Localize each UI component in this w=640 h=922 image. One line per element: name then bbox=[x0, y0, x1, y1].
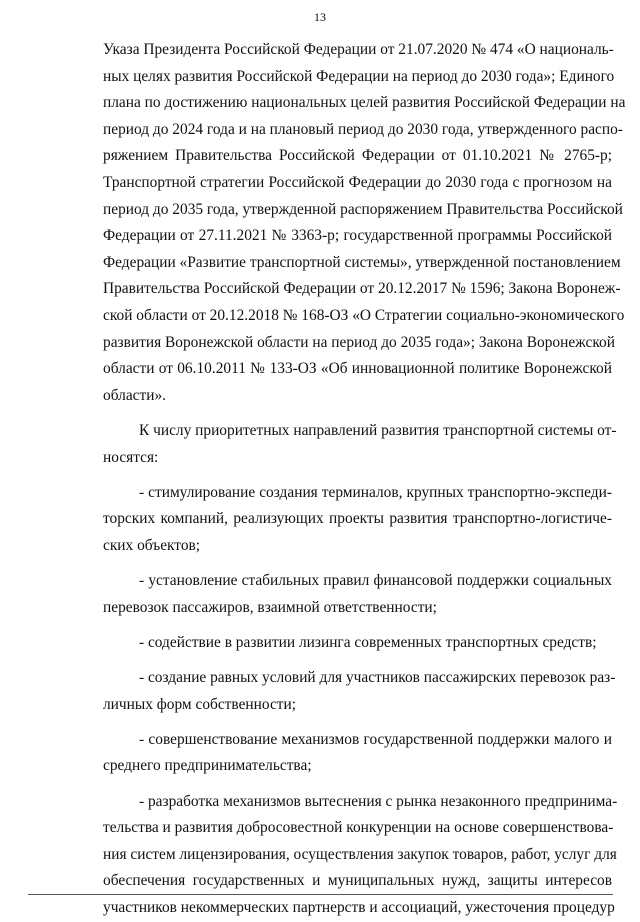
text-line: ряжением Правительства Российской Федерации от 01.10.2021 № 2765-р; bbox=[103, 147, 612, 165]
paragraph-item-equal-conditions bbox=[103, 665, 616, 718]
text-line: обеспечения государственных и муниципальных нужд, защиты интересов bbox=[103, 872, 612, 890]
paragraph-spacing bbox=[103, 559, 612, 568]
text-line: - стимулирование создания терминалов, крупных транспортно-экспеди- bbox=[139, 483, 612, 501]
text-line: ных целях развития Российской Федерации на период до 2030 года»; Единого bbox=[103, 67, 615, 85]
text-line: - создание равных условий для участников пассажирских перевозок раз- bbox=[139, 669, 616, 687]
paragraph-spacing bbox=[103, 471, 612, 480]
text-line: Правительства Российской Федерации от 20.12.2017 № 1596; Закона Воронеж- bbox=[103, 280, 621, 298]
paragraph-item-small-business bbox=[103, 727, 612, 780]
text-line: личных форм собственности; bbox=[103, 695, 297, 713]
text-line: области». bbox=[103, 386, 166, 404]
text-line: плана по достижению национальных целей развития Российской Федерации на bbox=[103, 94, 626, 112]
paragraph-item-leasing bbox=[103, 630, 612, 657]
text-line: торских компаний, реализующих проекты развития транспортно-логистиче- bbox=[103, 510, 612, 528]
text-line: ния систем лицензирования, осуществления закупок товаров, работ, услуг для bbox=[103, 845, 617, 863]
text-line: - совершенствование механизмов государственной поддержки малого и bbox=[139, 730, 612, 748]
text-line: тельства и развития добросовестной конкуренции на основе совершенствова- bbox=[103, 819, 614, 837]
text-line: - содействие в развитии лизинга современных транспортных средств; bbox=[139, 633, 597, 651]
text-line: Федерации «Развитие транспортной системы», утвержденной постановлением bbox=[103, 253, 621, 271]
text-line: носятся: bbox=[103, 448, 159, 466]
paragraph-spacing bbox=[103, 780, 612, 789]
text-line: Транспортной стратегии Российской Федерации до 2030 года с прогнозом на bbox=[103, 173, 612, 191]
text-line: К числу приоритетных направлений развития транспортной системы от- bbox=[139, 421, 617, 439]
text-line: Указа Президента Российской Федерации от 21.07.2020 № 474 «О националь- bbox=[103, 41, 614, 58]
paragraph-priorities-intro bbox=[103, 418, 617, 471]
text-line: период до 2035 года, утвержденной распоряжением Правительства Российской bbox=[103, 200, 623, 218]
text-line: ских объектов; bbox=[103, 536, 201, 554]
paragraph-spacing bbox=[103, 409, 612, 418]
paragraph-spacing bbox=[103, 718, 612, 727]
text-line: ской области от 20.12.2018 № 168-ОЗ «О Стратегии социально-экономического bbox=[103, 306, 625, 324]
page-number: 13 bbox=[314, 10, 326, 24]
text-line: среднего предпринимательства; bbox=[103, 757, 312, 775]
text-line: области от 06.10.2011 № 133-ОЗ «Об инновационной политике Воронежской bbox=[103, 360, 612, 378]
page-bottom-rule bbox=[28, 894, 613, 895]
text-line: период до 2024 года и на плановый период до 2030 года, утвержденного распо- bbox=[103, 120, 623, 138]
paragraph-item-terminals bbox=[103, 480, 612, 560]
text-line: участников некоммерческих партнерств и ассоциаций, ужесточения процедур bbox=[103, 898, 615, 916]
paragraph-item-financial-support bbox=[103, 568, 612, 621]
text-line: Федерации от 27.11.2021 № 3363-р; государственной программы Российской bbox=[103, 227, 612, 245]
text-line: перевозок пассажиров, взаимной ответственности; bbox=[103, 598, 437, 616]
paragraph-spacing bbox=[103, 656, 612, 665]
document-body bbox=[103, 37, 626, 922]
text-line: - установление стабильных правил финансовой поддержки социальных bbox=[139, 572, 612, 590]
paragraph-spacing bbox=[103, 621, 612, 630]
text-line: развития Воронежской области на период до 2035 года»; Закона Воронежской bbox=[103, 333, 615, 351]
paragraph-citations bbox=[103, 37, 626, 409]
paragraph-item-competition bbox=[103, 789, 618, 922]
text-line: - разработка механизмов вытеснения с рынка незаконного предпринима- bbox=[139, 792, 618, 810]
